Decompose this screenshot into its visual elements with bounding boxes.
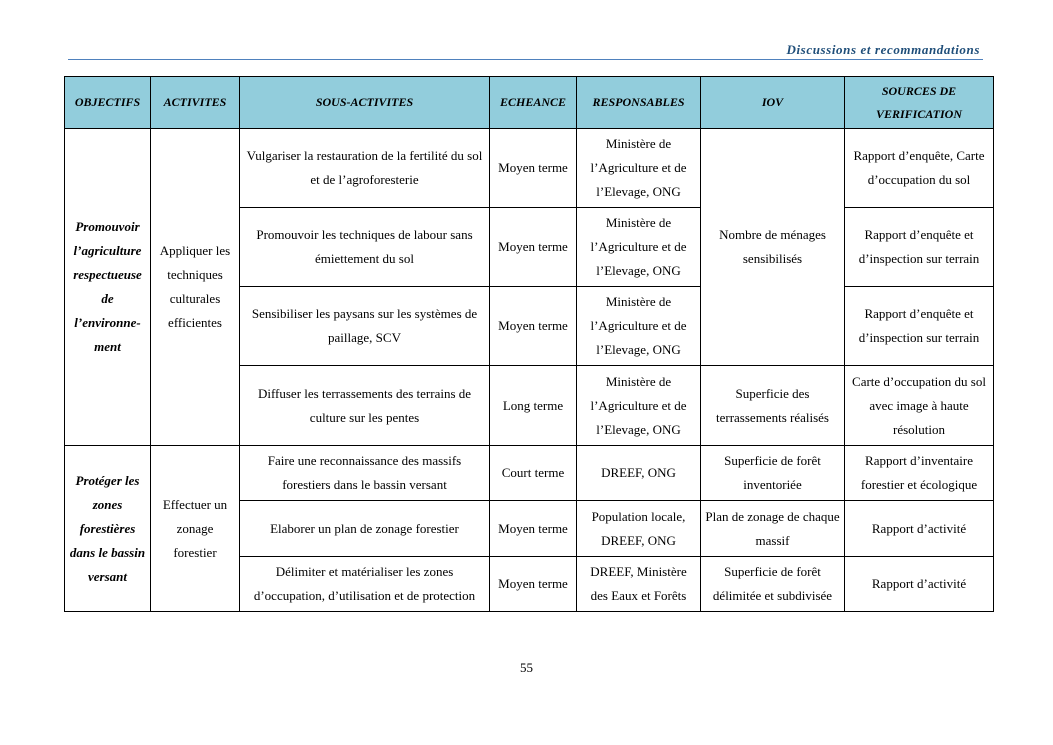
- responsible-cell: Ministère de l’Agriculture et de l’Elevage, ONG: [577, 287, 701, 366]
- header-activites: ACTIVITES: [151, 77, 240, 129]
- header-sources: SOURCES DE VERIFICATION: [845, 77, 994, 129]
- header-divider: [68, 59, 983, 60]
- sub-activity-cell: Elaborer un plan de zonage forestier: [240, 501, 490, 557]
- activity-cell: Appliquer les techniques culturales efficientes: [151, 129, 240, 446]
- sources-cell: Carte d’occupation du sol avec image à haute résolution: [845, 366, 994, 446]
- deadline-cell: Court terme: [490, 446, 577, 501]
- sub-activity-cell: Vulgariser la restauration de la fertilité du sol et de l’agroforesterie: [240, 129, 490, 208]
- responsible-cell: DREEF, Ministère des Eaux et Forêts: [577, 557, 701, 612]
- sources-cell: Rapport d’enquête et d’inspection sur terrain: [845, 208, 994, 287]
- action-plan-table: [64, 76, 994, 612]
- objective-cell: Protéger les zones forestières dans le bassin versant: [65, 446, 151, 612]
- sub-activity-cell: Diffuser les terrassements des terrains de culture sur les pentes: [240, 366, 490, 446]
- sources-cell: Rapport d’inventaire forestier et écologique: [845, 446, 994, 501]
- responsible-cell: Ministère de l’Agriculture et de l’Elevage, ONG: [577, 366, 701, 446]
- table-row: [65, 446, 994, 501]
- page-number: 55: [520, 660, 533, 675]
- sources-cell: Rapport d’enquête, Carte d’occupation du sol: [845, 129, 994, 208]
- responsible-cell: DREEF, ONG: [577, 446, 701, 501]
- objective-cell: Promouvoir l’agriculture respectueuse de l’environne-ment: [65, 129, 151, 446]
- table-header-row: [65, 77, 994, 129]
- header-responsables: RESPONSABLES: [577, 77, 701, 129]
- responsible-cell: Ministère de l’Agriculture et de l’Elevage, ONG: [577, 208, 701, 287]
- table-row: [65, 129, 994, 208]
- indicator-cell: Superficie des terrassements réalisés: [701, 366, 845, 446]
- sub-activity-cell: Faire une reconnaissance des massifs forestiers dans le bassin versant: [240, 446, 490, 501]
- section-title: Discussions et recommandations: [786, 42, 980, 57]
- sources-cell: Rapport d’activité: [845, 501, 994, 557]
- sources-cell: Rapport d’activité: [845, 557, 994, 612]
- page-header: [68, 36, 983, 60]
- indicator-cell: Superficie de forêt délimitée et subdivisée: [701, 557, 845, 612]
- sources-cell: Rapport d’enquête et d’inspection sur terrain: [845, 287, 994, 366]
- deadline-cell: Moyen terme: [490, 129, 577, 208]
- header-objectifs: OBJECTIFS: [65, 77, 151, 129]
- header-iov: IOV: [701, 77, 845, 129]
- deadline-cell: Long terme: [490, 366, 577, 446]
- sub-activity-cell: Promouvoir les techniques de labour sans émiettement du sol: [240, 208, 490, 287]
- deadline-cell: Moyen terme: [490, 501, 577, 557]
- indicator-cell: Superficie de forêt inventoriée: [701, 446, 845, 501]
- sub-activity-cell: Sensibiliser les paysans sur les systèmes de paillage, SCV: [240, 287, 490, 366]
- indicator-cell: Plan de zonage de chaque massif: [701, 501, 845, 557]
- deadline-cell: Moyen terme: [490, 287, 577, 366]
- header-sous-activites: SOUS-ACTIVITES: [240, 77, 490, 129]
- deadline-cell: Moyen terme: [490, 557, 577, 612]
- header-echeance: ECHEANCE: [490, 77, 577, 129]
- activity-cell: Effectuer un zonage forestier: [151, 446, 240, 612]
- responsible-cell: Ministère de l’Agriculture et de l’Elevage, ONG: [577, 129, 701, 208]
- indicator-cell: Nombre de ménages sensibilisés: [701, 129, 845, 366]
- responsible-cell: Population locale, DREEF, ONG: [577, 501, 701, 557]
- deadline-cell: Moyen terme: [490, 208, 577, 287]
- sub-activity-cell: Délimiter et matérialiser les zones d’occupation, d’utilisation et de protection: [240, 557, 490, 612]
